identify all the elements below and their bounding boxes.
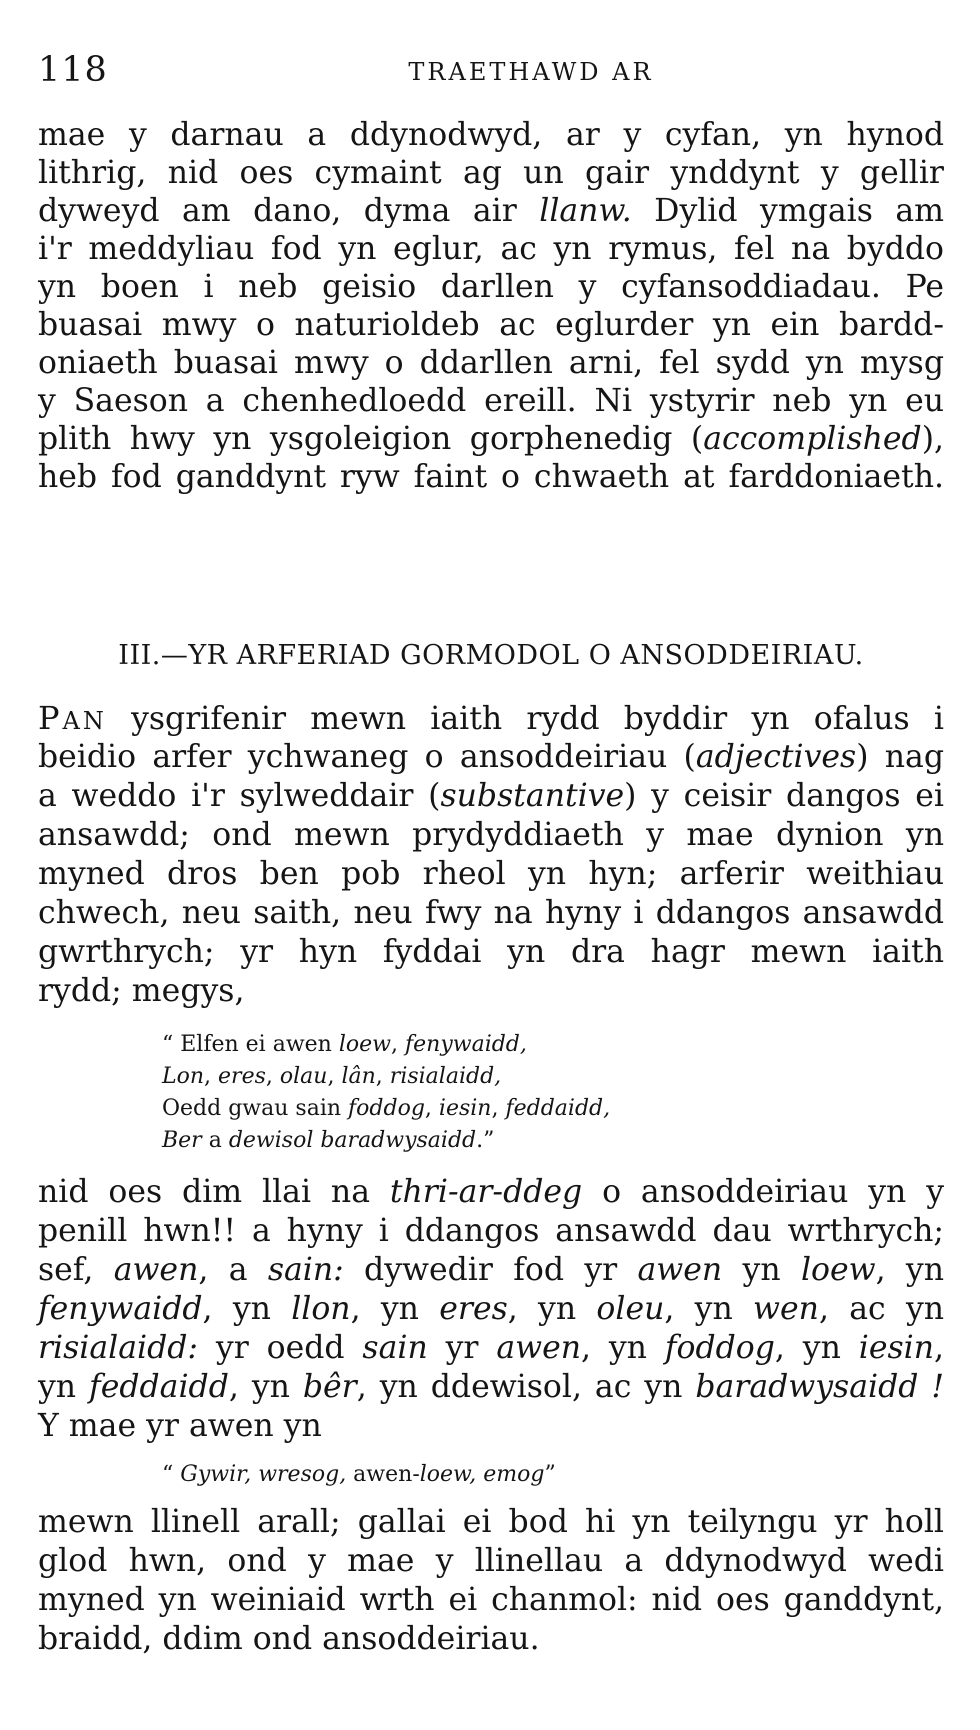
text-line: glod hwn, ond y mae y llinellau a ddynodwyd wedi bbox=[38, 1543, 944, 1579]
text-line: myned dros ben pob rheol yn hyn; arferir weithiau bbox=[38, 856, 944, 892]
text-line: lithrig, nid oes cymaint ag un gair ynddynt y gellir bbox=[38, 155, 944, 191]
text-line: PAN ysgrifenir mewn iaith rydd byddir yn ofalus i bbox=[38, 699, 944, 737]
text-line: risialaidd: yr oedd sain yr awen, yn foddog, yn iesin, bbox=[38, 1330, 945, 1366]
text-line: myned yn weiniaid wrth ei chanmol: nid oes ganddynt, bbox=[38, 1582, 944, 1618]
text-line: penill hwn!! a hyny i ddangos ansawdd dau wrthrych; bbox=[38, 1213, 944, 1249]
verse-line: Lon, eres, olau, lân, risialaidd, bbox=[162, 1064, 502, 1089]
text-line: mae y darnau a ddynodwyd, ar y cyfan, yn hynod bbox=[38, 117, 944, 153]
text-line: mewn llinell arall; gallai ei bod hi yn teilyngu yr holl bbox=[38, 1504, 944, 1540]
verse-line: Ber a dewisol baradwysaidd.” bbox=[162, 1128, 495, 1153]
text-line: ansawdd; ond mewn prydyddiaeth y mae dynion yn bbox=[38, 817, 944, 853]
initial-capital: PAN bbox=[38, 699, 107, 737]
text-line: chwech, neu saith, neu fwy na hyny i ddangos ansawdd bbox=[38, 895, 944, 931]
text-line: gwrthrych; yr hyn fyddai yn dra hagr mewn iaith bbox=[38, 934, 944, 970]
text-line: oniaeth buasai mwy o ddarllen arni, fel sydd yn mysg bbox=[38, 345, 944, 381]
text-line: y Saeson a chenhedloedd ereill. Ni ystyrir neb yn eu bbox=[38, 383, 944, 419]
text-line: plith hwy yn ysgoleigion gorphenedig (accomplished), bbox=[38, 421, 944, 457]
page-number: 118 bbox=[38, 50, 108, 90]
text-line: dyweyd am dano, dyma air llanw. Dylid ymgais am bbox=[38, 193, 944, 229]
text-line: a weddo i'r sylweddair (substantive) y ceisir dangos ei bbox=[38, 778, 944, 814]
verse-line: Oedd gwau sain foddog, iesin, feddaidd, bbox=[162, 1096, 611, 1121]
text-line: braidd, ddim ond ansoddeiriau. bbox=[38, 1621, 540, 1657]
section-heading: III.—YR ARFERIAD GORMODOL O ANSODDEIRIAU. bbox=[118, 640, 864, 671]
text-line: fenywaidd, yn llon, yn eres, yn oleu, yn wen, ac yn bbox=[38, 1291, 945, 1327]
text-line: Y mae yr awen yn bbox=[38, 1408, 322, 1444]
text-line: i'r meddyliau fod yn eglur, ac yn rymus, fel na byddo bbox=[38, 231, 944, 267]
text-line: sef, awen, a sain: dywedir fod yr awen yn loew, yn bbox=[38, 1252, 945, 1288]
verse-line: “ Gywir, wresog, awen-loew, emog” bbox=[162, 1462, 556, 1487]
text-line: yn boen i neb geisio darllen y cyfansoddiadau. Pe bbox=[38, 269, 944, 305]
verse-line: “ Elfen ei awen loew, fenywaidd, bbox=[162, 1032, 527, 1057]
text-line: yn feddaidd, yn bêr, yn ddewisol, ac yn baradwysaidd ! bbox=[38, 1369, 945, 1405]
page-header bbox=[38, 50, 944, 100]
text-line: beidio arfer ychwaneg o ansoddeiriau (adjectives) nag bbox=[38, 739, 944, 775]
text-line: heb fod ganddynt ryw faint o chwaeth at farddoniaeth. bbox=[38, 459, 944, 495]
text-line: rydd; megys, bbox=[38, 973, 245, 1009]
text-line: buasai mwy o naturioldeb ac eglurder yn ein bardd- bbox=[38, 307, 944, 343]
running-title: TRAETHAWD AR bbox=[408, 58, 654, 86]
text-line: nid oes dim llai na thri-ar-ddeg o ansoddeiriau yn y bbox=[38, 1174, 944, 1210]
